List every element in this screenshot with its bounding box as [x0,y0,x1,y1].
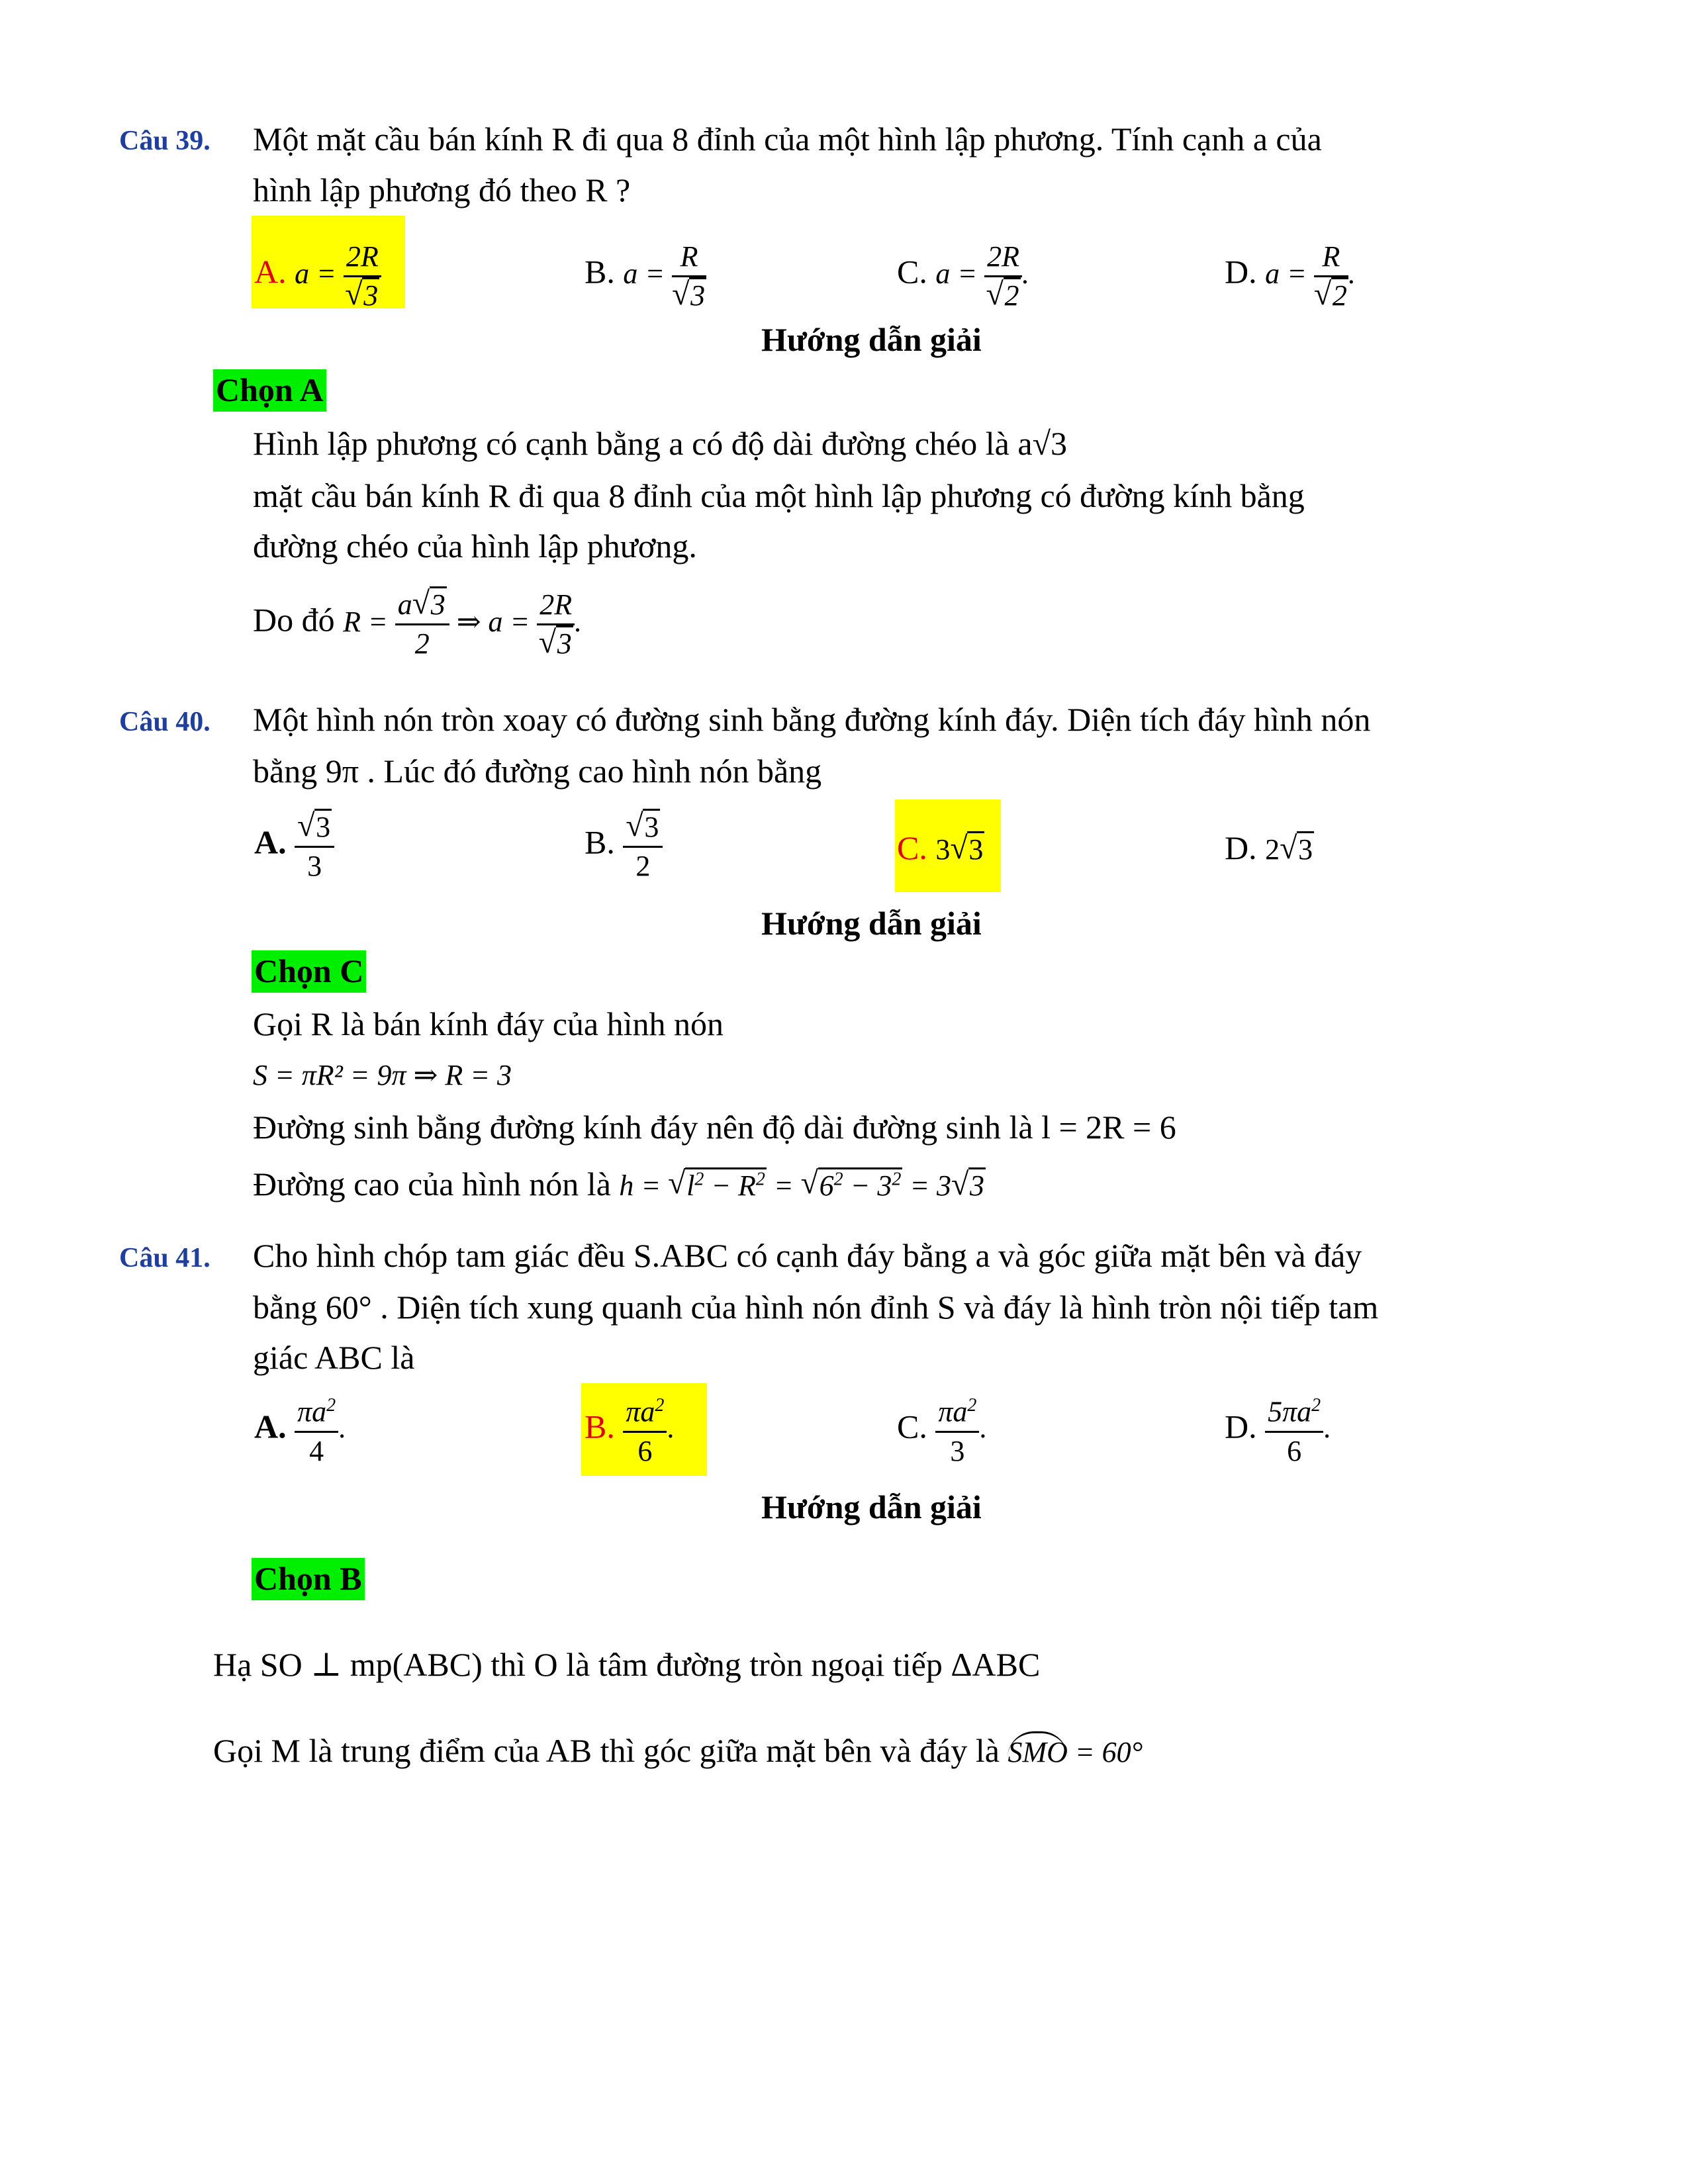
q40-solution-line4 [253,1167,986,1201]
q39-option-c-math: a = 2R √ 2 . [935,257,1029,290]
q39-option-d[interactable] [1225,242,1356,310]
q41-option-b[interactable] [585,1396,674,1466]
q39-chosen-answer: Chọn A [213,369,326,412]
q39-option-a-letter: A. [254,253,287,291]
q41-solution-line2-text: Gọi M là trung điểm của AB thì góc giữa mặt bên và đáy là [213,1732,1000,1769]
q39-line1: Một mặt cầu bán kính R đi qua 8 đỉnh của một hình lập phương. Tính cạnh a của [253,120,1322,158]
q39-line2: hình lập phương đó theo R ? [253,171,631,208]
q39-option-b-letter: B. [585,253,615,291]
q40-option-d[interactable] [1225,831,1314,864]
q40-line1: Một hình nón tròn xoay có đường sinh bằng đường kính đáy. Diện tích đáy hình nón [253,701,1371,738]
q40-option-b-math: √ $\frac{3}{2}$ [623,828,663,860]
q40-solution-line4-text: Đường cao của hình nón là [253,1165,611,1203]
q41-option-a[interactable] [254,1396,346,1466]
q41-option-c[interactable] [897,1396,986,1466]
q40-option-d-letter: D. [1225,829,1257,866]
q41-option-c-letter: C. [897,1408,927,1445]
q41-line2: bằng 60° . Diện tích xung quanh của hình nón đỉnh S và đáy là hình tròn nội tiếp tam [253,1289,1379,1326]
q39-solution-line4-text: Do đó [253,601,335,639]
q41-label: Câu 41. [119,1243,211,1273]
q39-option-b[interactable] [585,242,706,310]
q40-option-c-letter: C. [897,829,927,866]
q39-option-c[interactable] [897,242,1029,310]
q40-option-b[interactable] [585,813,663,881]
q40-line2: bằng 9π . Lúc đó đường cao hình nón bằng [253,752,822,790]
q41-option-a-letter: A. [254,1408,287,1445]
q39-option-c-letter: C. [897,253,927,291]
q40-solution-line1: Gọi R là bán kính đáy của hình nón [253,1005,724,1042]
q41-solution-line2 [213,1734,1143,1767]
q40-solution-formula: h = √ $l^2 - R^2$ = √ $6^2 - 3^2 = 3√$ 3 [619,1169,986,1202]
q41-chosen-answer: Chọn B [252,1558,365,1600]
q41-solution-heading: Hướng dẫn giải [761,1488,982,1525]
q39-option-d-letter: D. [1225,253,1257,291]
q40-option-d-math: 2√ 3 [1265,833,1314,866]
q39-solution-line3: đường chéo của hình lập phương. [253,527,697,565]
q41-solution-angle: SMO = 60° [1008,1731,1143,1768]
q40-option-c[interactable] [897,831,984,864]
q41-line1: Cho hình chóp tam giác đều S.ABC có cạnh đáy bằng a và góc giữa mặt bên và đáy [253,1237,1362,1274]
q40-option-b-letter: B. [585,823,615,861]
q41-option-d-letter: D. [1225,1408,1257,1445]
q41-line3: giác ABC là [253,1339,415,1376]
q41-option-b-math: $\frac{\pi a^2}{6}$ . [623,1412,674,1444]
q40-solution-line2: S = πR² = 9π ⇒ R = 3 [253,1059,512,1091]
q39-option-a-math: a = 2R √ 3 [295,257,381,290]
q40-option-a[interactable] [254,813,334,881]
q39-solution-formula: R = $\frac{a√ 3}{2}$ ⇒ a = 2R √ 3 . [343,606,582,638]
q41-option-b-letter: B. [585,1408,615,1445]
q41-solution-line1: Hạ SO ⊥ mp(ABC) thì O là tâm đường tròn ngoại tiếp ΔABC [213,1646,1041,1683]
q39-option-a[interactable] [254,242,381,310]
q41-option-c-math: $\frac{\pi a^2}{3}$ . [935,1412,986,1444]
q40-option-a-letter: A. [254,823,287,861]
q40-chosen-answer: Chọn C [252,950,366,993]
q40-label: Câu 40. [119,707,211,737]
q39-solution-heading: Hướng dẫn giải [761,321,982,358]
q40-option-a-math: √ $\frac{3}{3}$ [295,828,334,860]
q41-option-d-math: $\frac{5\pi a^2}{6}$ . [1265,1412,1331,1444]
q39-option-d-math: a = R √ 2 . [1265,257,1356,290]
q41-option-d[interactable] [1225,1396,1331,1466]
q40-solution-line3: Đường sinh bằng đường kính đáy nên độ dài đường sinh là l = 2R = 6 [253,1109,1176,1146]
q39-label: Câu 39. [119,126,211,156]
q39-option-b-math: a = R √ 3 [623,257,706,290]
q40-option-c-math: 3√ 3 [935,833,984,866]
q40-solution-heading: Hướng dẫn giải [761,905,982,942]
q39-solution-line4 [253,590,582,659]
q39-solution-line1: Hình lập phương có cạnh bằng a có độ dài đường chéo là a√3 [253,425,1068,462]
q41-option-a-math: $\frac{\pi a^2}{4}$ . [295,1412,346,1444]
q39-solution-line2: mặt cầu bán kính R đi qua 8 đỉnh của một hình lập phương có đường kính bằng [253,477,1305,514]
